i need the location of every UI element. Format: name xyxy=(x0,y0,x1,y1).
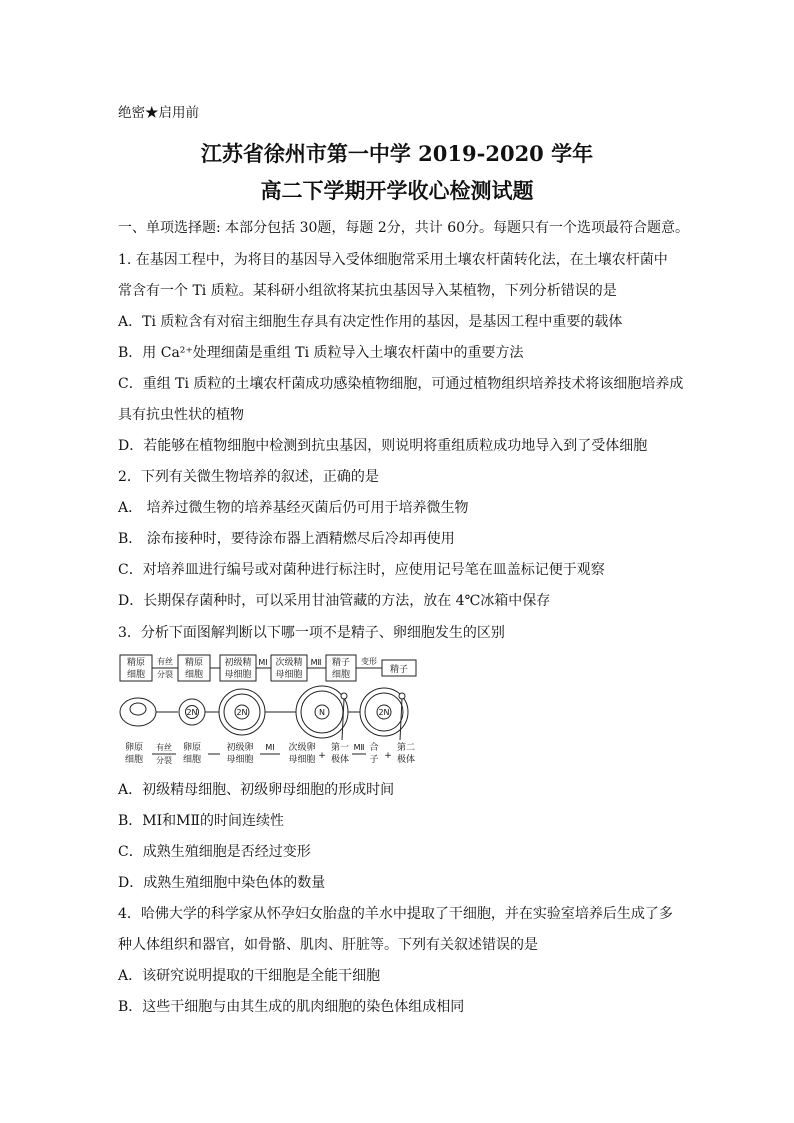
label-sp2-a: 精原 xyxy=(184,658,204,668)
q2-option-d: D．长期保存菌种时，可以采用甘油管藏的方法，放在 4℃冰箱中保存 xyxy=(118,593,551,609)
label-og2-a: 卵原 xyxy=(182,743,202,753)
label-po-a: 初级卵 xyxy=(226,743,254,753)
label-ps-a: 初级精 xyxy=(224,658,252,668)
label-ss-a: 次级精 xyxy=(275,658,303,668)
label-sp2-b: 细胞 xyxy=(184,670,204,680)
label-zygote-b: 子 xyxy=(369,755,379,765)
q1-stem-1: 1. 在基因工程中，为将目的基因导入受体细胞常采用土壤农杆菌转化法，在土壤农杆菌中 xyxy=(118,252,668,268)
label-transform: 变形 xyxy=(361,657,377,666)
q4-option-a: A．该研究说明提取的干细胞是全能干细胞 xyxy=(118,968,381,984)
label-ss-b: 母细胞 xyxy=(275,670,303,680)
label-pb1-b: 极体 xyxy=(330,755,350,765)
label-plus-2: + xyxy=(384,751,392,761)
cell-second-polar-body xyxy=(399,693,405,699)
label-mitosis-a: 有丝 xyxy=(157,657,173,666)
q1-option-a: A．Ti 质粒含有对宿主细胞生存具有决定性作用的基因，是基因工程中重要的载体 xyxy=(118,314,623,330)
q3-option-b: B．MⅠ和MⅡ的时间连续性 xyxy=(118,813,285,829)
label-st-a: 精子 xyxy=(331,658,351,668)
q2-stem: 2．下列有关微生物培养的叙述，正确的是 xyxy=(118,469,379,485)
q1-option-c-2: 具有抗虫性状的植物 xyxy=(118,407,244,423)
q1-option-d: D．若能够在植物细胞中检测到抗虫基因，则说明将重组质粒成功地导入到了受体细胞 xyxy=(118,438,648,454)
q3-option-c: C．成熟生殖细胞是否经过变形 xyxy=(118,844,311,860)
label-2n-c: 2N xyxy=(378,708,390,717)
q2-option-a: A． 培养过微生物的培养基经灭菌后仍可用于培养微生物 xyxy=(118,500,469,516)
q4-option-b: B．这些干细胞与由其生成的肌肉细胞的染色体组成相同 xyxy=(118,999,465,1015)
label-pb1-a: 第一 xyxy=(330,743,350,753)
label-sp1-a: 精原 xyxy=(126,658,146,668)
label-mitosis-b: 分裂 xyxy=(157,670,173,679)
label-st-b: 细胞 xyxy=(331,670,351,680)
label-og2-b: 细胞 xyxy=(182,755,202,765)
gametogenesis-diagram xyxy=(116,652,422,768)
exam-title: 江苏省徐州市第一中学 2019-2020 学年 xyxy=(200,141,594,166)
cell-first-polar-body xyxy=(341,693,347,699)
label-pb2-b: 极体 xyxy=(396,755,416,765)
q1-option-b: B．用 Ca²⁺处理细菌是重组 Ti 质粒导入土壤农杆菌中的重要方法 xyxy=(118,345,524,361)
label-2n-b: 2N xyxy=(236,708,248,717)
q1-option-c-1: C．重组 Ti 质粒的土壤农杆菌成功感染植物细胞，可通过植物组织培养技术将该细胞培养成 xyxy=(118,376,684,392)
label-m2-top: MⅡ xyxy=(310,658,322,667)
label-po-b: 母细胞 xyxy=(226,755,254,765)
label-og1-b: 细胞 xyxy=(124,755,144,765)
exam-subtitle: 高二下学期开学收心检测试题 xyxy=(260,178,534,203)
label-ps-b: 母细胞 xyxy=(224,670,252,680)
label-og1-a: 卵原 xyxy=(124,743,144,753)
label-plus-1: + xyxy=(318,751,326,761)
label-pb2-a: 第二 xyxy=(396,743,416,753)
label-n: N xyxy=(319,708,325,717)
q1-stem-2: 常含有一个 Ti 质粒。某科研小组欲将某抗虫基因导入某植物，下列分析错误的是 xyxy=(118,283,617,299)
label-m1-top: MⅠ xyxy=(258,658,268,667)
q2-option-c: C．对培养皿进行编号或对菌种进行标注时，应使用记号笔在皿盖标记便于观察 xyxy=(118,562,605,578)
label-so-b: 母细胞 xyxy=(288,755,316,765)
label-so-a: 次级卵 xyxy=(288,743,316,753)
label-zygote-a: 合 xyxy=(369,743,379,753)
q2-option-b: B． 涂布接种时，要待涂布器上酒精燃尽后冷却再使用 xyxy=(118,531,455,547)
label-2n-a: 2N xyxy=(186,708,198,717)
label-sp1-b: 细胞 xyxy=(126,670,146,680)
label-m2-bottom: MⅡ xyxy=(353,743,365,752)
label-mitosis-d: 分裂 xyxy=(156,756,172,765)
label-mitosis-c: 有丝 xyxy=(156,743,172,752)
q3-stem: 3．分析下面图解判断以下哪一项不是精子、卵细胞发生的区别 xyxy=(118,625,505,641)
q3-option-a: A．初级精母细胞、初级卵母细胞的形成时间 xyxy=(118,782,395,798)
q4-stem-2: 种人体组织和器官，如骨骼、肌肉、肝脏等。下列有关叙述错误的是 xyxy=(118,937,538,953)
cell-nucleus xyxy=(130,703,146,715)
confidential-mark: 绝密★启用前 xyxy=(118,105,199,121)
q4-stem-1: 4．哈佛大学的科学家从怀孕妇女胎盘的羊水中提取了干细胞，并在实验室培养后生成了多 xyxy=(118,906,673,922)
q3-option-d: D．成熟生殖细胞中染色体的数量 xyxy=(118,875,326,891)
section-intro: 一、单项选择题: 本部分包括 30题，每题 2分，共计 60分。每题只有一个选项最符合题意。 xyxy=(118,220,690,236)
label-m1-bottom: MⅠ xyxy=(265,743,275,752)
label-sperm: 精子 xyxy=(389,665,409,675)
